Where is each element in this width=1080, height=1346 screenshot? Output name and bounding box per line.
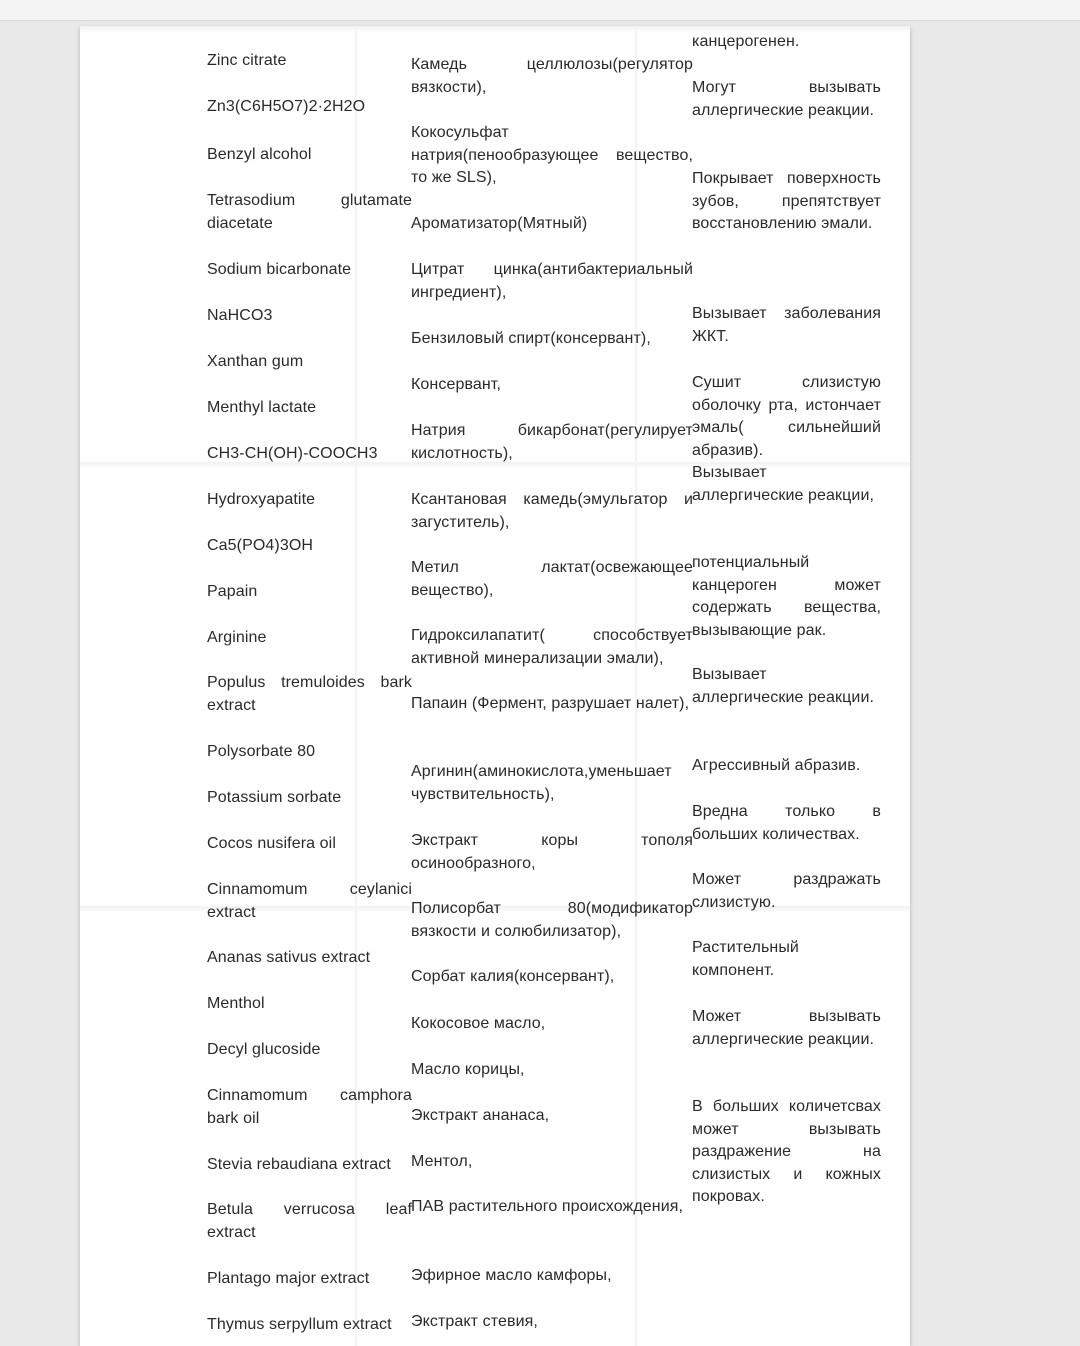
- ingredient-description: Метил лактат(освежающее вещество),: [411, 559, 693, 599]
- ingredient-description: Аргинин(аминокислота,уменьшает чувствительность),: [411, 763, 672, 803]
- ingredient-effect: Растительный компонент.: [692, 939, 799, 979]
- ingredient-name: Cocos nusifera oil: [207, 835, 336, 852]
- ingredient-name: Papain: [207, 583, 258, 600]
- ingredient-effect: Может вызывать аллергические реакции.: [692, 1008, 881, 1048]
- document-page: [80, 26, 910, 1346]
- ingredient-effect: Могут вызывать аллергические реакции.: [692, 79, 881, 119]
- ingredient-name: Ananas sativus extract: [207, 949, 371, 966]
- ingredient-name: Potassium sorbate: [207, 789, 342, 806]
- ingredient-name: Stevia rebaudiana extract: [207, 1156, 391, 1173]
- ingredient-name: Thymus serpyllum extract: [207, 1316, 392, 1333]
- ingredient-name: Zinc citrate: [207, 52, 287, 69]
- ingredient-description: Ароматизатор(Мятный): [411, 215, 588, 232]
- ingredient-description: Консервант,: [411, 376, 502, 393]
- ingredient-effect: Может раздражать слизистую.: [692, 871, 881, 911]
- ingredient-formula: NaHCO3: [207, 307, 273, 324]
- ingredient-effect: канцерогенен.: [692, 33, 800, 50]
- ingredient-description: Сорбат калия(консервант),: [411, 968, 615, 985]
- ingredient-description: Камедь целлюлозы(регулятор вязкости),: [411, 56, 693, 96]
- ingredient-name: Polysorbate 80: [207, 743, 316, 760]
- ingredient-description: Экстракт коры тополя осинообразного,: [411, 832, 693, 872]
- ingredient-description: Эфирное масло камфоры,: [411, 1267, 612, 1284]
- ingredient-name: Plantago major extract: [207, 1270, 370, 1287]
- ingredient-name: Decyl glucoside: [207, 1041, 321, 1058]
- ingredient-name: Betula verrucosa leaf extract: [207, 1201, 412, 1241]
- ingredient-description: Кокосовое масло,: [411, 1015, 546, 1032]
- ingredient-description: Полисорбат 80(модификатор вязкости и солюбилизатор),: [411, 900, 693, 940]
- ingredient-effect: потенциальный канцероген может содержать вещества, вызывающие рак.: [692, 554, 881, 639]
- ingredient-effect: Сушит слизистую оболочку рта, истончает эмаль( сильнейший абразив).: [692, 374, 881, 459]
- ingredient-effect: Вызывает аллергические реакции,: [692, 464, 875, 504]
- ingredient-effect: Вызывает заболевания ЖКТ.: [692, 305, 881, 345]
- ingredient-description: Натрия бикарбонат(регулирует кислотность),: [411, 422, 693, 462]
- ingredient-description: Гидроксилапатит( способствует активной минерализации эмали),: [411, 627, 693, 667]
- ingredient-name: Xanthan gum: [207, 353, 304, 370]
- ingredient-formula: Zn3(C6H5O7)2·2H2O: [207, 98, 366, 115]
- ingredient-formula: CH3-CH(OH)-COOCH3: [207, 445, 378, 462]
- ingredient-formula: Ca5(PO4)3OH: [207, 537, 314, 554]
- ingredient-description: Экстракт стевия,: [411, 1313, 538, 1330]
- ingredient-name: Populus tremuloides bark extract: [207, 674, 412, 714]
- ingredient-name: Arginine: [207, 629, 267, 646]
- ingredient-name: Cinnamomum ceylanici extract: [207, 881, 412, 921]
- ingredient-effect: Вредна только в больших количествах.: [692, 803, 881, 843]
- ingredient-effect: Вызывает аллергические реакции.: [692, 666, 875, 706]
- ingredient-description: Кокосульфат натрия(пенообразующее вещество, то же SLS),: [411, 124, 693, 186]
- ingredient-description: Цитрат цинка(антибактериальный ингредиент),: [411, 261, 693, 301]
- ingredient-name: Hydroxyapatite: [207, 491, 316, 508]
- ingredient-effect: Покрывает поверхность зубов, препятствует восстановлению эмали.: [692, 170, 881, 232]
- ingredient-description: Папаин (Фермент, разрушает налет),: [411, 695, 690, 712]
- ingredient-name: Benzyl alcohol: [207, 146, 312, 163]
- ingredient-description: Ментол,: [411, 1153, 473, 1170]
- ingredient-description: Экстракт ананаса,: [411, 1107, 550, 1124]
- ingredient-effect: Агрессивный абразив.: [692, 757, 861, 774]
- ingredient-name: Menthyl lactate: [207, 399, 317, 416]
- ingredient-effect: В больших количетсвах может вызывать раздражение на слизистых и кожных покровах.: [692, 1098, 881, 1205]
- viewer-top-bar: [0, 0, 1080, 21]
- ingredient-name: Cinnamomum camphora bark oil: [207, 1087, 412, 1127]
- ingredient-name: Menthol: [207, 995, 265, 1012]
- ingredient-name: Tetrasodium glutamate diacetate: [207, 192, 412, 232]
- ingredient-description: Масло корицы,: [411, 1061, 525, 1078]
- ingredient-description: ПАВ растительного происхождения,: [411, 1198, 684, 1215]
- ingredient-name: Sodium bicarbonate: [207, 261, 352, 278]
- ingredient-description: Ксантановая камедь(эмульгатор и загуститель),: [411, 491, 693, 531]
- ingredient-description: Бензиловый спирт(консервант),: [411, 330, 651, 347]
